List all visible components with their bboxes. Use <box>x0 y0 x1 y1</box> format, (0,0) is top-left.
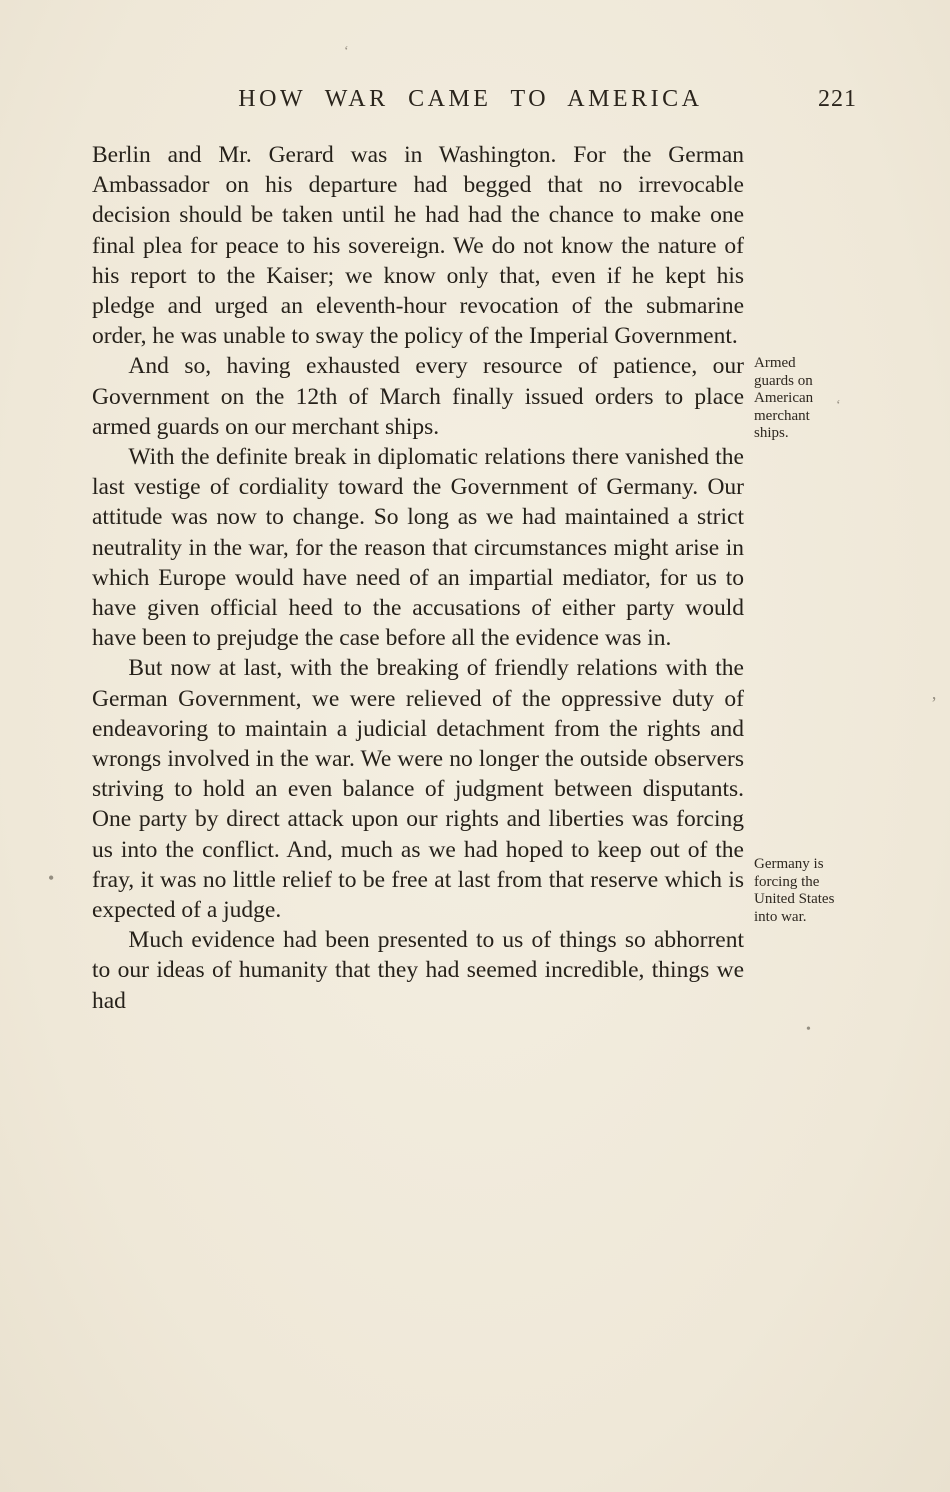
paragraph-5 <box>92 925 744 1016</box>
paragraph-text: With the definite break in diplomatic relations there vanished the last vestige of cordiality toward the Government of Germany. Our attitude was now to change. So long as we had maintained a strict neutrality in the war, for the reason that circumstances might arise in which Europe would have need of an impartial mediator, for us to have given official heed to the accusations of either party would have been to prejudge the case before all the evidence was in. <box>92 444 744 652</box>
scan-ink-mark: ‚ <box>931 683 937 703</box>
scan-ink-mark: • <box>48 868 55 888</box>
paragraph-text: But now at last, with the breaking of friendly relations with the German Government, we were relieved of the oppressive duty of endeavoring to maintain a judicial detachment from the rights and wrongs involved in the war. We were no longer the outside observers striving to hold an even balance of judgment between disputants. One party by direct attack upon our rights and liberties was forcing us into the conflict. And, much as we had hoped to keep out of the fray, it was no little relief to be free at last from that reserve which is expected of a judge. <box>92 655 744 924</box>
page-number: 221 <box>818 86 857 112</box>
paragraph-2 <box>92 351 814 442</box>
paragraph-text: And so, having exhausted every resource of patience, our Government on the 12th of March finally issued orders to place armed guards on our merchant ships. <box>92 353 744 440</box>
paragraph-3 <box>92 442 744 653</box>
paragraph-text: Berlin and Mr. Gerard was in Washington. For the German Ambassador on his departure had begged that no irrevocable decision should be taken until he had had the chance to make one final plea for peace to his sovereign. We do not know the nature of his report to the Kaiser; we know only that, even if he kept his pledge and urged an eleventh-hour revocation of the submarine order, he was unable to sway the policy of the Imperial Government. <box>92 142 744 350</box>
sidenote-armed-guards: Armed guards on American merchant ships. <box>754 355 814 442</box>
paragraph-4 <box>92 653 835 925</box>
page-title: HOW WAR CAME TO AMERICA <box>238 86 703 112</box>
scan-ink-mark: • <box>806 1022 811 1037</box>
running-head <box>0 86 950 120</box>
sidenote-germany-forcing: Germany is forcing the United States into war. <box>754 856 835 925</box>
page-body <box>92 140 835 1016</box>
paragraph-text: Much evidence had been presented to us of things so abhorrent to our ideas of humanity that they had seemed incredible, things we had <box>92 927 744 1014</box>
scan-ink-mark: ‘ <box>344 44 349 59</box>
paragraph-1 <box>92 140 744 351</box>
scan-ink-mark: ‘ <box>836 398 841 413</box>
